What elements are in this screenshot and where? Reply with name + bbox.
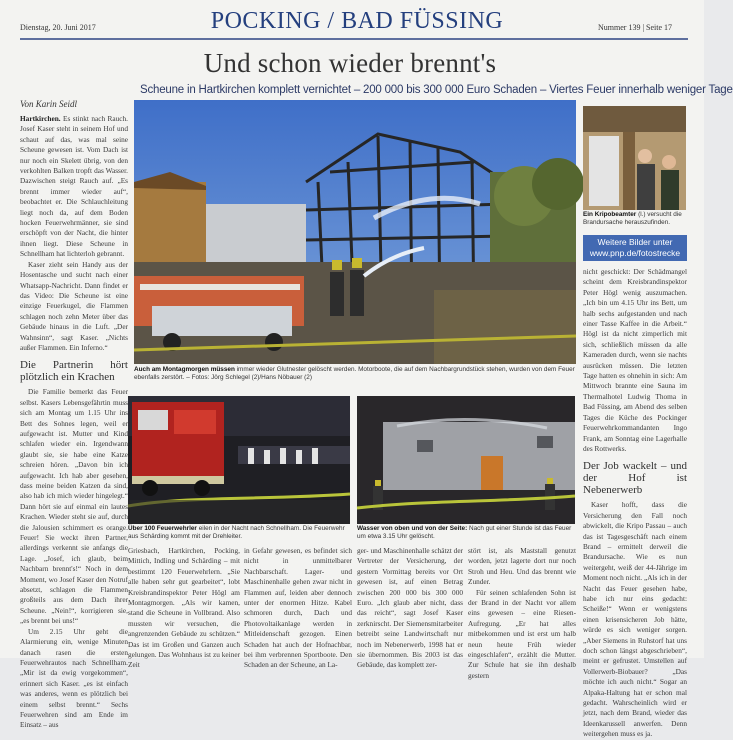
paragraph: Es stinkt nach Rauch. Josef Kaser steht in seinem Hof und schaut auf das, was mal seine Scheune gewesen ist. Vom Dach ist nur noch ein Skelett übrig, von den verkohlten Balken tropft das Wasser. Dazwischen steigt Rauch auf. „Es brennt immer wieder auf“, beobachtet er. Die Schlauchleitung liegt noch da, auf dem Boden hocken Feuerwehrmänner, sie sind erschöpft von der Nacht, die hinter ihnen liegt. Diese Scheune in Schnellham hat lichterloh gebrannt. bbox=[20, 114, 128, 259]
text-column-left bbox=[20, 114, 128, 730]
header-rule bbox=[20, 38, 688, 40]
paragraph: Um 2.15 Uhr geht die Alarmierung ein, wenige Minuten danach rasen die ersten Feuerwehrautos nach Schnellham. „Mir ist da ewig vorgekommen“, erinnert sich Kaser. „es ist einfach was anderes, wenn es plötzlich bei einem selbst brennt.“ Sechs Feuerwehren sind am Ende im Einsatz – aus bbox=[20, 626, 128, 730]
paragraph: Kaser hofft, dass die Versicherung den Fall noch abwickelt, die Kripo Passau – auch das ist Tagesgeschäft nach einem Brand – ermittelt derweil die Brandursache. Wie es nun weitergeht, weiß der 44-Jährige im Moment noch nicht. „Als ich in der Nacht das Feuer gesehen habe, habe ich nur eins gedacht: Scheiße!“ Wenn er wenigstens einen krisensicheren Job hätte, würde es sich weniger sorgen. „Aber Siemens in Ruhstorf hat uns doch schon längst abgeschrieben“, meint er gefrustet. Umstellen auf Vollerwerb-Biobauer? „Das möchte ich auch nicht.“ Sogar an Alpaka-Haltung hat er schon mal gedacht. Wahrscheinlich wird er jetzt, nach dem Brand, wieder das Ideenkarussell anwerfen. Denn weitergehen muss es ja. bbox=[583, 500, 687, 739]
caption-text: (l.) versucht die Brandursache herauszufinden. bbox=[583, 211, 682, 227]
section-title: POCKING / BAD FÜSSING bbox=[210, 8, 504, 34]
paragraph: nicht geschickt: Der Schädmangel scheint dem Kreisbrandinspektor Peter Högl wenig auszumachen. „Ich bin um 4.15 Uhr ins Bett, um halb sechs aufgestanden und nach einer Tasse Kaffee in die Arbeit.“ Högl ist da nicht zimperlich mit sich, schließlich müssen da alle Kameraden durch, wenn sie nachts ausrücken müssen. Die letzten Tage hatten es ohnehin in sich: Am Mittwoch brannte eine Sauna im Thermalhotel Ludwig Thoma in Bad Füssing, am Abend des selben Tages die Küche des Pockinger Feuerwehrkommandanten Ingo Frank, am Sonntag eine Lagerhalle des Rottwerks. bbox=[583, 267, 687, 453]
paragraph: stört ist, als Maststall genutzt worden, jetzt lagerte dort nur noch Stroh und Heu. Und das brennt wie Zunder. bbox=[468, 546, 576, 587]
issue-number: Nummer 139 | Seite 17 bbox=[598, 23, 673, 32]
dateline: Hartkirchen. bbox=[20, 114, 61, 123]
caption-bold: Ein Kripobeamter bbox=[583, 211, 637, 218]
text-column-3 bbox=[244, 546, 352, 670]
subheading: Der Job wackelt – und der Hof ist Nebenerwerb bbox=[583, 460, 687, 497]
photo-investigator bbox=[583, 106, 686, 210]
photo-firefighting-caption bbox=[357, 525, 577, 543]
photo-firefighting-hoses bbox=[357, 396, 575, 524]
paragraph: Griesbach, Hartkirchen, Pocking, Mittich, Indling und Schärding – mit bestimmt 120 Feuerwehrlern. „Sie alle haben sehr gut gearbeitet“, lobt Kreisbrandinspektor Peter Högl am Montagmorgen. „Als wir kamen, stand die Scheune in Vollbrand. Also mussten wir versuchen, die angrenzenden Gebäude zu schützen.“ Das ist im Großen und Ganzen auch gelungen. Das Wohnhaus ist zu keiner Zeit bbox=[128, 546, 240, 670]
byline: Von Karin Seidl bbox=[20, 99, 78, 109]
photo-fire-trucks bbox=[128, 396, 350, 524]
photo-investigator-caption bbox=[583, 211, 687, 229]
caption-text: immer wieder Glutnester gelöscht werden. Motorboote, die auf dem Nachbargrundstück stehen, wurden von dem Feuer ebenfalls zerstört. bbox=[134, 366, 575, 382]
caption-bold: Auch am Montagmorgen müssen bbox=[134, 366, 235, 373]
caption-text: eilen in der Nacht nach Schnellham. Die Feuerwehr aus Schärding kommt mit der Drehleiter. bbox=[128, 525, 345, 541]
main-photo-caption bbox=[134, 366, 576, 392]
text-column-right bbox=[583, 267, 687, 739]
subheadline: Scheune in Hartkirchen komplett vernichtet – 200 000 bis 300 000 Euro Schaden – Viertes Feuer innerhalb weniger Tage bbox=[140, 84, 733, 96]
paragraph: ger- und Maschinenhalle schätzt der Vertreter der Versicherung, der gestern Vormittag bereits vor Ort gewesen ist, auf einen Betrag zwischen 200 000 bis 300 000 Euro. „Ich glaub aber nicht, dass das reicht“, sagt Josef Kaser zerknirscht. Der Siemensmitarbeiter betreibt seine Landwirtschaft nur noch im Nebenerwerb, 1998 hat er sie übernommen. Bis 2003 ist das Gebäude, das komplett zer- bbox=[357, 546, 463, 670]
paragraph: Kaser zieht sein Handy aus der Hosentasche und sucht nach einer Whatsapp-Nachricht. Dann findet er das Video: Die Scheune ist eine einzige Feuerkugel, die Flammen schlagen noch zehn Meter über das Gebäude hinaus in die Luft. „Der Wahnsinn“, sagt Kaser. „Nichts außer Flammen. Ein Inferno.“ bbox=[20, 259, 128, 352]
headline: Und schon wieder brennt's bbox=[203, 48, 497, 78]
paragraph: in Gefahr gewesen, es befindet sich nicht in unmittelbarer Nachbarschaft. Lager- und Maschinenhalle gehen zwar nicht in Flammen auf, leiden aber dennoch unter der enormen Hitze. Kabel schmoren durch, Dach und Photovoltaikanlage werden in Mitleidenschaft gezogen. Einen Schaden hat auch der Hofnachbar, bei ihm verbrennen Sportboote. Den Schaden an der Scheune, an La- bbox=[244, 546, 352, 670]
main-photo-burned-barn bbox=[134, 100, 576, 364]
photo-gallery-link[interactable] bbox=[583, 235, 687, 261]
caption-bold: Über 100 Feuerwehrler bbox=[128, 525, 197, 532]
text-column-4 bbox=[357, 546, 463, 670]
text-column-5 bbox=[468, 546, 576, 680]
paragraph: Für seinen schlafenden Sohn ist der Brand in der Nacht vor allem eins gewesen – eine Riesen-Aufregung. „Er hat alles mitbekommen und ist erst um halb neun heute Früh wieder eingeschlafen“, erzählt die Mutter. Zur Schule hat sie ihn deshalb gestern bbox=[468, 587, 576, 680]
photo-fire-trucks-caption bbox=[128, 525, 350, 543]
caption-text: Nach gut einer Stunde ist das Feuer um etwa 3.15 Uhr gelöscht. bbox=[357, 525, 572, 541]
issue-date: Dienstag, 20. Juni 2017 bbox=[20, 23, 96, 32]
photo-credit: – Fotos: Jörg Schlegel (2)/Hans Nöbauer (2) bbox=[186, 374, 312, 382]
link-label-line1: Weitere Bilder unter bbox=[597, 237, 673, 247]
paragraph: Die Familie bemerkt das Feuer selbst. Kasers Lebensgefährtin muss sich am Montag um 1.15 Uhr ins Bett des Sohnes legen, weil er aufgewacht ist. Mutter und Kind schlafen wieder ein. Irgendwann glaubt sie, sie habe eine Katze schreien hören. „Davon bin ich aufgewacht. Ich hab aber gesehen, dass meine beiden Katzen da sind, also hab ich mich wieder hingelegt.“ Dann hört sie auf einmal ein lautes Krachen. Wieder steht sie auf, durch die Jalousien schimmert es orange. Feuer! Sie weckt ihren Partner, allerdings verkennt sie anfangs die Lage. „Josef, ich glaub, beim Nachbarn brennt's!“ Noch in dem Moment, wo Josef Kaser den Notruf absetzt, schlagen die Flammen großteils aus dem Dach ihrer Scheune. „Nein!“, korrigieren sie, „es brennt bei uns!“ bbox=[20, 387, 128, 626]
text-column-2 bbox=[128, 546, 240, 670]
subheading: Die Partnerin hört plötzlich ein Krachen bbox=[20, 359, 128, 384]
link-label-line2: www.pnp.de/fotostrecke bbox=[589, 248, 681, 258]
caption-bold: Wasser von oben und von der Seite: bbox=[357, 525, 468, 532]
